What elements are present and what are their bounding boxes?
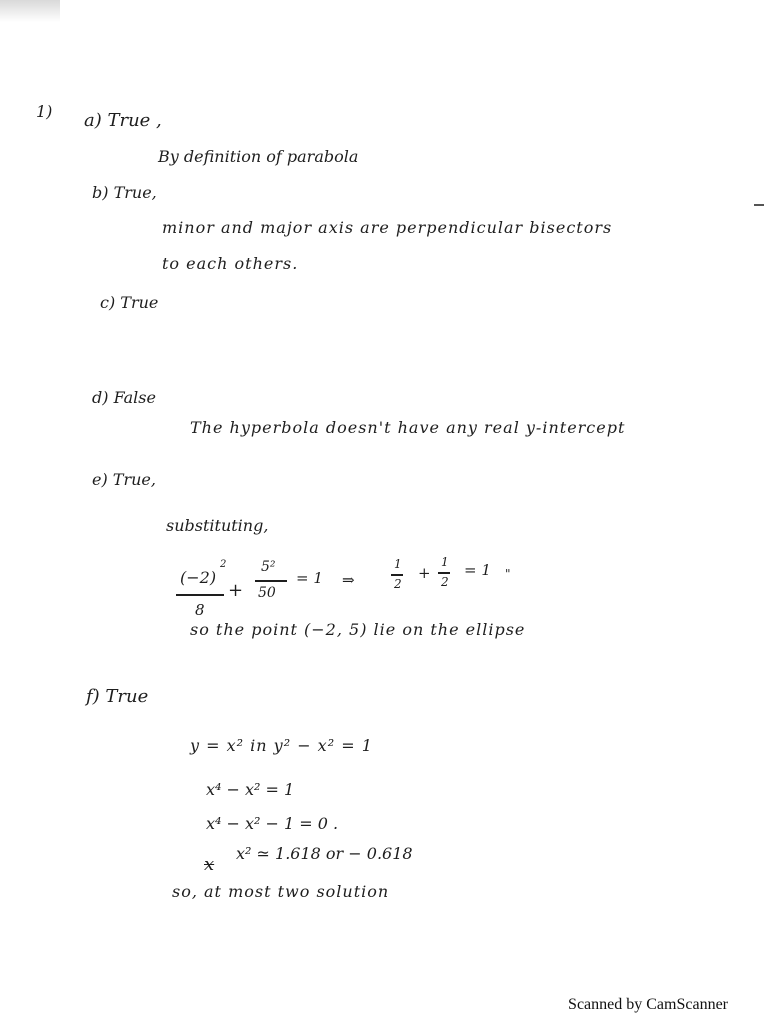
frac1-denominator: 8 <box>195 601 205 619</box>
plus-sign: + <box>228 580 244 601</box>
part-e-intro: substituting, <box>166 516 269 535</box>
part-a-label: a) True , <box>84 110 162 131</box>
result-equals-one: = 1 <box>464 561 491 579</box>
scan-shadow <box>0 0 60 22</box>
part-a-reason: By definition of parabola <box>158 147 359 166</box>
frac1-bar <box>176 594 224 596</box>
half1-numerator: 1 <box>394 557 402 571</box>
part-f-label: f) True <box>86 686 149 707</box>
frac2-bar <box>255 580 287 582</box>
half2-bar <box>438 572 450 574</box>
part-f-line2: x⁴ − x² = 1 <box>206 780 295 799</box>
part-c-label: c) True <box>100 293 159 312</box>
frac2-numerator: 5² <box>261 559 276 575</box>
frac2-denominator: 50 <box>258 585 276 601</box>
half1-bar <box>391 574 403 576</box>
note-mark: " <box>505 567 511 581</box>
frac1-numerator: (−2) <box>180 568 217 587</box>
camscanner-footer: Scanned by CamScanner <box>568 996 728 1013</box>
equals-one: = 1 <box>296 569 323 587</box>
part-d-reason: The hyperbola doesn't have any real y-intercept <box>190 418 626 437</box>
part-b-reason-line2: to each others. <box>162 254 299 273</box>
part-b-label: b) True, <box>92 183 157 202</box>
edge-mark <box>754 204 764 206</box>
part-e-conclusion: so the point (−2, 5) lie on the ellipse <box>190 620 526 639</box>
frac1-exponent: 2 <box>220 559 227 570</box>
plus-sign-2: + <box>418 564 431 582</box>
half2-numerator: 1 <box>441 555 449 569</box>
half1-denominator: 2 <box>394 577 402 591</box>
part-f-line1: y = x² in y² − x² = 1 <box>190 736 373 755</box>
part-f-line3: x⁴ − x² − 1 = 0 . <box>206 814 339 833</box>
part-f-line5: so, at most two solution <box>172 882 390 901</box>
half2-denominator: 2 <box>441 575 449 589</box>
implies-arrow: ⇒ <box>342 571 355 589</box>
part-f-line4: x² ≃ 1.618 or − 0.618 <box>236 844 413 863</box>
part-b-reason-line1: minor and major axis are perpendicular bisectors <box>162 218 613 237</box>
question-number: 1) <box>36 102 53 121</box>
part-e-label: e) True, <box>92 470 156 489</box>
part-d-label: d) False <box>92 388 156 407</box>
part-f-struck-x: x <box>204 854 215 875</box>
